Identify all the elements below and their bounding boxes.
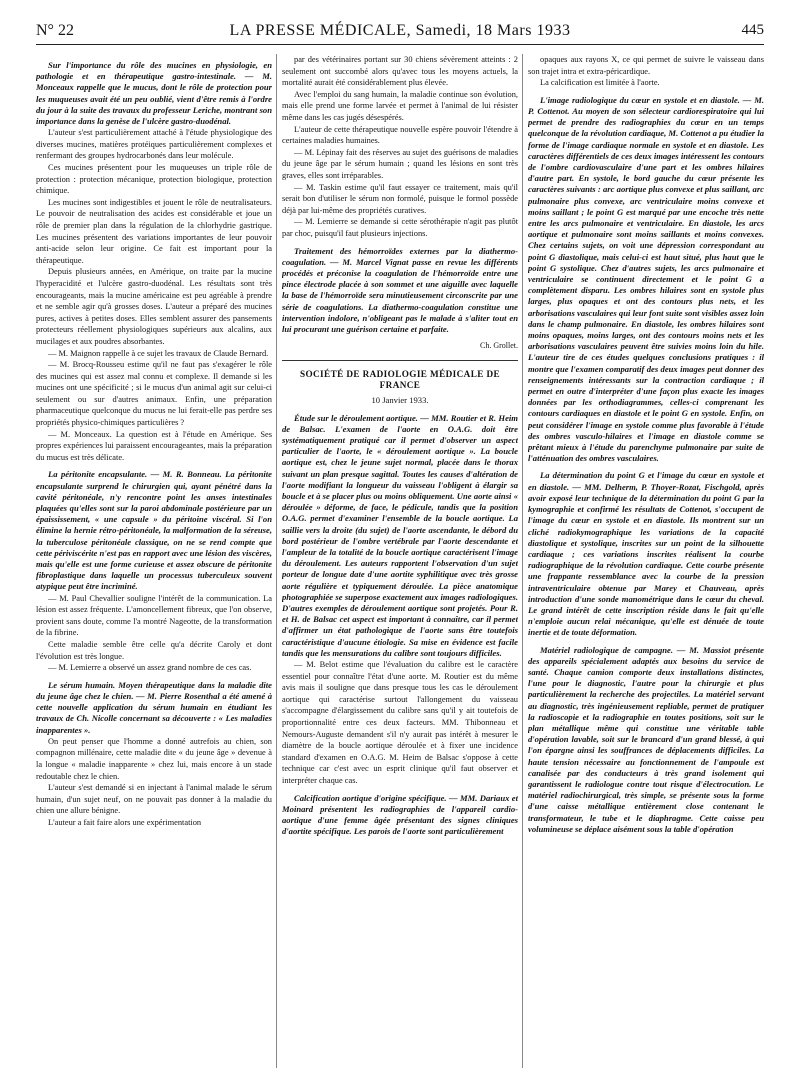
paragraph: — M. Taskin estime qu'il faut essayer ce traitement, mais qu'il serait bon d'utiliser le sérum non formolé, puisque le formol possède déjà par lui-même des propriétés curatives.: [282, 182, 518, 215]
paragraph: — M. Monceaux. La question est à l'étude en Amérique. Ses propres expériences lui paraissent encourageantes, mais la préparation du mucus est très délicate.: [36, 429, 272, 462]
paragraph: — M. Paul Chevallier souligne l'intérêt de la communication. La lésion est assez fréquente. L'amoncellement fibreux, que l'on observe, provient sans doute, comme l'a montré Nageotte, de la transformation de la fibrine.: [36, 593, 272, 638]
paragraph: — M. Belot estime que l'évaluation du calibre est le caractère essentiel pour connaître l'état d'une aorte. M. Routier est du même avis mais il souligne que dans presque tous les cas le déroulement aortique qui caractérise surtout l'allongement du vaisseau s'accompagne d'élargissement du calibre sans qu'il y ait toutefois de proportionnalité entre ces deux facteurs. MM. Thibonneau et Nemours-Auguste demandent s'il n'y aurait pas intérêt à mesurer le diamètre de la boucle aortique déroulée et à fixer une incidence standard d'examen en O.A.G. M. Heim de Balsac s'oppose à cette technique car c'est avec un esprit clinique qu'il faut observer et interpréter chaque cas.: [282, 659, 518, 785]
society-heading: SOCIÉTÉ DE RADIOLOGIE MÉDICALE DE FRANCE: [299, 368, 501, 391]
column-3: [528, 54, 764, 1074]
paragraph: Ces mucines présentent pour les muqueuses un triple rôle de protection : protection mécanique, protection biologique, protection chimique.: [36, 163, 272, 196]
signature: Ch. Grollet.: [282, 340, 518, 352]
column-2: [282, 54, 518, 1074]
section-heading-paragraph: Étude sur le déroulement aortique. — MM. Routier et R. Heim de Balsac. L'examen de l'aorte en O.A.G. doit être systématiquement pratiqué car il permet d'observer un aspect particulier de l'aorte, le « déroulement aortique ». La boucle aortique est, chez le jeune sujet normal, placée dans le thorax suivant un plan presque sagittal. Toutes les causes d'altération de l'aorte modifiant la longueur du vaisseau l'obligent à élargir sa boucle et à se placer plus ou moins obliquement. Une aorte ainsi « déroulée » déforme, de face, le pédicule, tandis que la position O.A.G. permet d'examiner l'ensemble de la boucle aortique. La saillie vers la droite (du sujet) de l'aorte ascendante, le débord du bord postérieur de l'ombre vertébrale par l'aorte descendante et l'ampleur de la totalité de la boucle aortique caractérisent l'image du déroulement. Les auteurs rapportent l'observation d'un sujet porteur de longue date d'une aortite syphilitique avec très grosse aorte régulière et typiquement déroulée. La pièce anatomique photographiée se superpose exactement aux images radiologiques. D'autres exemples de déroulement aortique sont projetés. Pour R. et H. de Balsac cet aspect est important à connaître, car il permet d'affirmer un état pathologique de l'aorte sans être toutefois caractéristique d'aucune étiologie. Sa mise en évidence est facile tandis que les mensurations du calibre sont toujours difficiles.: [282, 412, 518, 658]
paragraph: Depuis plusieurs années, en Amérique, on traite par la mucine l'hyperacidité et l'ulcère gastro-duodénal. Les résultats sont très encourageants, mais la mucine américaine est peu agréable à prendre et ne semble agir qu'à grosses doses. L'auteur a préparé des mucines pures, actives à petites doses. Elles semblent assurer des pansements protecteurs réellement physiologiques supérieurs aux alcalins, aux mucilages et aux poudres absorbantes.: [36, 267, 272, 346]
paragraph: — M. Lemierre se demande si cette sérothérapie n'agit pas plutôt par choc, puisqu'il faut plusieurs injections.: [282, 217, 518, 238]
paragraph: L'auteur a fait faire alors une expérimentation: [48, 818, 202, 827]
paragraph: On peut penser que l'homme a donné autrefois au chien, son compagnon millénaire, cette maladie dite « du jeune âge » devenue à la longue « maladie inapparente » chez lui, mais encore à un stade redoutable chez le chien.: [36, 736, 272, 781]
paragraph: par des vétérinaires portant sur 30 chiens sévèrement atteints : 2 seulement ont succombé alors qu'avec tous les moyens actuels, la mortalité aurait été considérablement plus élevée.: [282, 55, 518, 88]
column-1: [36, 54, 272, 1074]
journal-title: LA PRESSE MÉDICALE, Samedi, 18 Mars 1933: [229, 22, 571, 39]
column-divider: [276, 54, 277, 1068]
paragraph: La calcification est limitée à l'aorte.: [540, 78, 660, 88]
paragraph: L'auteur s'est particulièrement attaché à l'étude physiologique des diverses mucines, matières protéiques particulièrement complexes et renfermant des groupes hydrocarbonés dans leur molécule.: [36, 128, 272, 161]
issue-number: N° 22: [36, 22, 74, 39]
paragraph: Les mucines sont indigestibles et jouent le rôle de neutralisateurs. Le pouvoir de neutralisation des acides est considérable et joue un rôle de premier plan dans la régulation de la chlorhydrie gastrique. Les mucines présentent des variations importantes de leur pouvoir anti-acide selon leur origine. Ce fait est important pour la thérapeutique.: [36, 197, 272, 265]
section-rule: [282, 360, 518, 361]
paragraph: — M. Lépinay fait des réserves au sujet des guérisons de maladies du jeune âge par le sérum humain ; quand les lésions en sont très graves, elles sont irréparables.: [282, 147, 518, 180]
page-number: 445: [741, 22, 764, 38]
section-heading-paragraph: La détermination du point G et l'image du cœur en systole et en diastole. — MM. Delherm, P. Thoyer-Rozat, Fischgold, après avoir exposé leur technique de la détermination du point G par la kymographie et confirmé les résultats de Cottenot, s'occupent de l'image du cœur en systole et en diastole. Ils montrent sur un cliché radiokymographique les variations de la capacité diastolique et systolique, inscrites sur un point de la silhouette cardiaque ; ces variations inscrites réalisent la courbe radiographique de la révolution cardiaque. Cette courbe présente une frappante ressemblance avec la courbe de la pression intraventriculaire obtenue par Marey et Chauveau, après introduction d'une sonde manométrique dans le cœur du cheval. Le grand intérêt de cette inscription réside dans le fait qu'elle n'emploie aucun relai mécanique, qu'elle est dénuée de toute inertie et de toute déformation.: [528, 470, 764, 638]
paragraph: L'auteur s'est demandé si en injectant à l'animal malade le sérum humain, d'un sujet neuf, on ne pouvait pas donner à la maladie du chien une allure bénigne.: [36, 783, 272, 816]
section-heading-paragraph: Calcification aortique d'origine spécifique. — MM. Dariaux et Moinard présentent les radiographies de l'appareil cardio-aortique d'une femme âgée présentant des signes cliniques d'aortite spécifique. Les parois de l'aorte sont particulièrement: [282, 792, 518, 837]
section-heading-paragraph: Matériel radiologique de campagne. — M. Massiot présente des appareils spécialement adaptés aux besoins du service de santé. Chaque camion comporte deux installations distinctes, l'une pour le diagnostic, l'autre pour la chirurgie et plus particulièrement la recherche des projectiles. La matériel servant au diagnostic, très ingénieusement repliable, permet de pratiquer la radioscopie et la radiographie en toutes positions, soit sur le plan métallique même qui constitue une véritable table d'opération lavable, soit sur le brancard d'un grand blessé, à qui l'on épargne ainsi les souffrances de déplacements difficiles. La haute tension nécessaire au fonctionnement de l'ampoule est canalisée par des conducteurs à très grand isolement qui garantissent le radiologue contre tout risque d'électrocution. Le matériel radiochirurgical, très simple, se présente sous la forme d'une caisse métallique entièrement close contenant le transformateur, le tube et le diaphragme. Cette caisse peu volumineuse se déplace aisément sous la table d'opération: [528, 644, 764, 834]
paragraph: Avec l'emploi du sang humain, la maladie continue son évolution, mais elle prend une forme larvée et permet à l'animal de lui résister même dans les cas jugés désespérés.: [282, 89, 518, 122]
paragraph: L'auteur de cette thérapeutique nouvelle espère pouvoir l'étendre à certaines maladies humaines.: [282, 124, 518, 146]
section-heading-paragraph: Traitement des hémorroïdes externes par la diathermo-coagulation. — M. Marcel Vignat passe en revue les différents procédés et préconise la coagulation de l'hémorroïde entre une pince électrode placée à son sommet et une aiguille avec laquelle la base de l'hémorroïde sera minutieusement circonscrite par une série de coagulations. La diathermo-coagulation constitue une intervention indolore, n'obligeant pas le malade à s'aliter tout en lui procurant une guérison certaine et parfaite.: [282, 245, 518, 334]
section-heading-paragraph: Sur l'importance du rôle des mucines en physiologie, en pathologie et en thérapeutique gastro-intestinale. — M. Monceaux rappelle que le mucus, dont le rôle de protection pour les muqueuses avait été un peu oublié, vient d'être remis à l'ordre du jour à la suite des travaux du professeur Leriche, montrant son importance dans la genèse de l'ulcère gastro-duodénal.: [36, 60, 272, 127]
paragraph: — M. Brocq-Rousseu estime qu'il ne faut pas s'exagérer le rôle des mucines qui est assez mal connu et complexe. Il demande si les mucines ont une spécificité ; si le mucus d'un animal agit sur celui-ci seulement ou sur d'autres animaux. Enfin, une préparation pharmaceutique quelconque du mucus ne lui ferait-elle pas perdre ses propriétés physico-chimiques particulières ?: [36, 360, 272, 428]
page-header: [36, 20, 764, 45]
session-date: 10 Janvier 1933.: [371, 394, 429, 405]
paragraph: — M. Maignon rappelle à ce sujet les travaux de Claude Bernard.: [48, 348, 269, 358]
paragraph: opaques aux rayons X, ce qui permet de suivre le vaisseau dans son trajet intra et extra-péricardique.: [528, 55, 764, 76]
section-heading-paragraph: La péritonite encapsulante. — M. R. Bonneau. La péritonite encapsulante surprend le chirurgien qui, ayant pénétré dans la cavité péritonéale, n'y rencontre point les anses intestinales plaquées qu'elles sont sur la paroi abdominale postérieure par un épaississement, « une capsule » du péritoine viscéral. Si l'on élimine la hernie rétro-péritonéale, la malformation de la séreuse, la tuberculose péritonéale classique, on ne se rend compte que cette périviscérite n'est pas en rapport avec une lésion des viscères, mais qu'elle est une forme curieuse et assez obscure de péritonite fibroplastique dans laquelle un processus tuberculeux souvent atypique peut être incriminé.: [36, 469, 272, 592]
column-divider: [522, 54, 523, 1068]
paragraph: — M. Lemierre a observé un assez grand nombre de ces cas.: [48, 663, 252, 673]
section-heading-paragraph: Le sérum humain. Moyen thérapeutique dans la maladie dite du jeune âge chez le chien. — M. Pierre Rosenthal a été amené à cette nouvelle application du sérum humain en étudiant les travaux de Ch. Nicolle concernant sa découverte : « Les maladies inapparentes ».: [36, 679, 272, 735]
section-heading-paragraph: L'image radiologique du cœur en systole et en diastole. — M. P. Cottenot. Au moyen de son sélecteur cardiorespiratoire qui lui permet de prendre des radiographies du cœur en un temps quelconque de la révolution cardiaque, M. Cottenot a pu étudier la forme de l'image cardiaque normale en systole et en diastole. Les caractères différentiels de ces deux images intéressent les contours de l'ombre cardiovasculaire d'une part et les ombres hilaires d'autre part. En systole, le bord gauche du cœur présente les caractères suivants : arc aortique plus convexe et plus saillant, arc pulmonaire plus convexe, arc ventriculaire moins convexe et moins saillant ; le point G est marqué par une encoche très nette entre les arcs pulmonaire et ventriculaire. En diastole, les arcs aortique et pulmonaire sont moins saillants et moins convexes. Chez certains sujets, on voit une dépression correspondant au point G diastolique, mais celui-ci est haut situé, plus haut que le point G systolique. Chez d'autres sujets, les arcs pulmonaire et ventriculaire se continuent directement et le point G a complètement disparu. Les ombres hilaires sont en systole plus larges, plus opaques et ont des contours plus nets, et les arborisations vasculaires qui leur font suite sont visibles assez loin dans le champ pulmonaire. En diastole, les ombres hilaires sont moins opaques, moins larges, ont des contours moins nets et les arborisations vasculaires peuvent être suivies moins loin du hile. L'auteur tire de ces études quelques conclusions pratiques : il montre que l'examen comparatif des deux images peut donner des renseignements intéressants sur la contraction cardiaque ; il permet en outre d'interpréter d'une façon plus exacte les images données par les orthodiagrammes, celles-ci comprenant les contours cardiaques en diastole et le point G en systole. Enfin, on peut considérer l'image en systole comme plus favorable à l'étude des ombres vasculo-hilaires et l'image en diastole comme se prêtant mieux à l'étude du parenchyme pulmonaire par suite de l'atténuation des ombres vasculaires.: [528, 94, 764, 464]
paragraph: Cette maladie semble être celle qu'a décrite Caroly et dont l'évolution est très longue.: [36, 640, 272, 661]
